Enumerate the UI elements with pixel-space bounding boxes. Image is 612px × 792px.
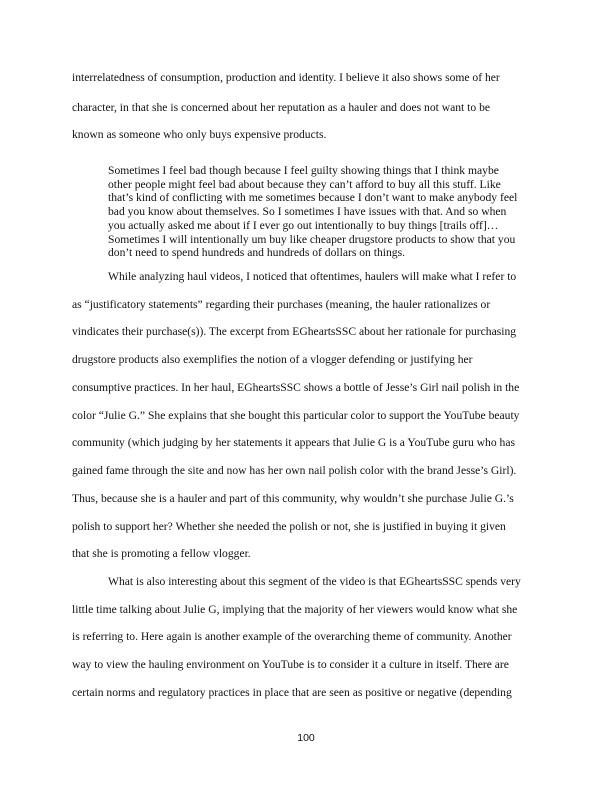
paragraph-2-line-3: vindicates their purchase(s)). The excerpt from EGheartsSSC about her rationale for purchasing: [72, 325, 517, 338]
paragraph-3-line-4: way to view the hauling environment on YouTube is to consider it a culture in itself. There are: [72, 658, 509, 671]
paragraph-2-line-4: drugstore products also exemplifies the notion of a vlogger defending or justifying her: [72, 353, 473, 366]
block-quote-line-3: that’s kind of conflicting with me sometimes because I don’t want to make anybody feel: [108, 191, 518, 205]
block-quote-line-1: Sometimes I feel bad though because I feel guilty showing things that I think maybe: [108, 164, 499, 177]
block-quote-line-7: don’t need to spend hundreds and hundreds of dollars on things.: [108, 246, 405, 260]
paragraph-1-line-2: character, in that she is concerned about her reputation as a hauler and does not want to be: [72, 101, 491, 114]
paragraph-1-line-3: known as someone who only buys expensive products.: [72, 128, 327, 141]
paragraph-3-line-5: certain norms and regulatory practices in place that are seen as positive or negative (depending: [72, 686, 512, 699]
paragraph-2-line-6: color “Julie G.” She explains that she bought this particular color to support the YouTube beauty: [72, 409, 520, 422]
paragraph-1-line-1: interrelatedness of consumption, production and identity. I believe it also shows some of her: [72, 71, 500, 84]
paragraph-3-line-3: is referring to. Here again is another example of the overarching theme of community. Another: [72, 630, 512, 643]
block-quote-line-6: Sometimes I will intentionally um buy like cheaper drugstore products to show that you: [108, 232, 516, 246]
block-quote-line-5: you actually asked me about if I ever go out intentionally to buy things [trails off]…: [108, 218, 499, 232]
paragraph-2-line-10: polish to support her? Whether she needed the polish or not, she is justified in buying it given: [72, 520, 506, 533]
paragraph-2-line-1: While analyzing haul videos, I noticed that oftentimes, haulers will make what I refer to: [108, 270, 517, 283]
paragraph-2-line-11: that she is promoting a fellow vlogger.: [72, 547, 251, 560]
paragraph-3-line-2: little time talking about Julie G, implying that the majority of her viewers would know what she: [72, 603, 518, 616]
block-quote-line-2: other people might feel bad about because they can’t afford to buy all this stuff. Like: [108, 177, 501, 191]
block-quote-line-4: bad you know about themselves. So I sometimes I have issues with that. And so when: [108, 205, 507, 219]
paragraph-3-line-1: What is also interesting about this segment of the video is that EGheartsSSC spends very: [108, 575, 521, 588]
paragraph-2-line-2: as “justificatory statements” regarding their purchases (meaning, the hauler rationalizes or: [72, 298, 491, 311]
paragraph-2-line-5: consumptive practices. In her haul, EGheartsSSC shows a bottle of Jesse’s Girl nail polish in the: [72, 381, 520, 394]
paragraph-2-line-8: gained fame through the site and now has her own nail polish color with the brand Jesse’s Girl).: [72, 464, 517, 477]
paragraph-2-line-9: Thus, because she is a hauler and part of this community, why wouldn’t she purchase Julie G.’s: [72, 492, 514, 505]
paragraph-2-line-7: community (which judging by her statements it appears that Julie G is a YouTube guru who has: [72, 436, 515, 449]
block-quote: [108, 164, 548, 260]
page-number: 100: [297, 732, 315, 744]
